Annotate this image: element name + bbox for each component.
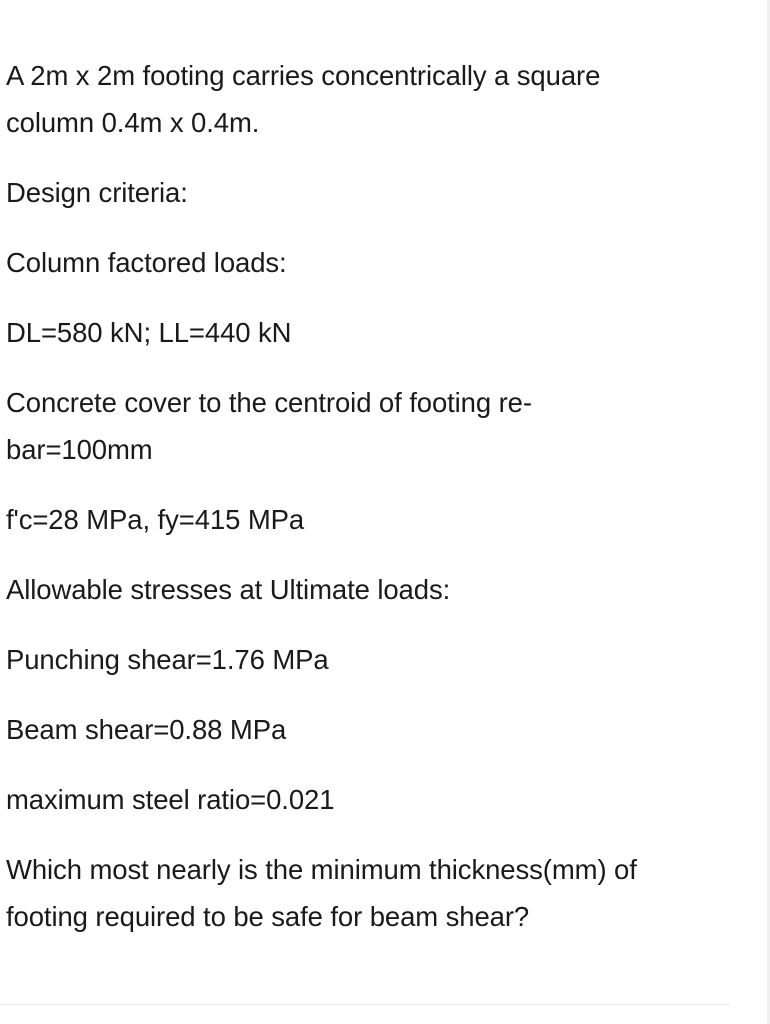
beam-shear-value: Beam shear=0.88 MPa <box>6 714 287 745</box>
bottom-divider <box>0 1004 730 1005</box>
question-prompt-line-1: Which most nearly is the minimum thickness(mm) of <box>6 854 637 885</box>
loads-value: DL=580 kN; LL=440 kN <box>6 317 292 348</box>
problem-intro <box>6 52 746 146</box>
question-body <box>6 52 746 963</box>
question-prompt-line-2: footing required to be safe for beam shear? <box>6 901 530 932</box>
allowable-stresses-heading: Allowable stresses at Ultimate loads: <box>6 574 451 605</box>
problem-intro-line-2: column 0.4m x 0.4m. <box>6 107 260 138</box>
column-loads-heading: Column factored loads: <box>6 247 287 278</box>
material-strengths: f'c=28 MPa, fy=415 MPa <box>6 504 305 535</box>
concrete-cover-line-2: bar=100mm <box>6 434 153 465</box>
concrete-cover-line-1: Concrete cover to the centroid of footing re- <box>6 387 532 418</box>
problem-intro-line-1: A 2m x 2m footing carries concentrically a square <box>6 60 601 91</box>
punching-shear-value: Punching shear=1.76 MPa <box>6 644 329 675</box>
max-steel-ratio-value: maximum steel ratio=0.021 <box>6 784 335 815</box>
design-criteria-heading: Design criteria: <box>6 177 188 208</box>
question-prompt <box>6 846 746 940</box>
concrete-cover <box>6 379 746 473</box>
